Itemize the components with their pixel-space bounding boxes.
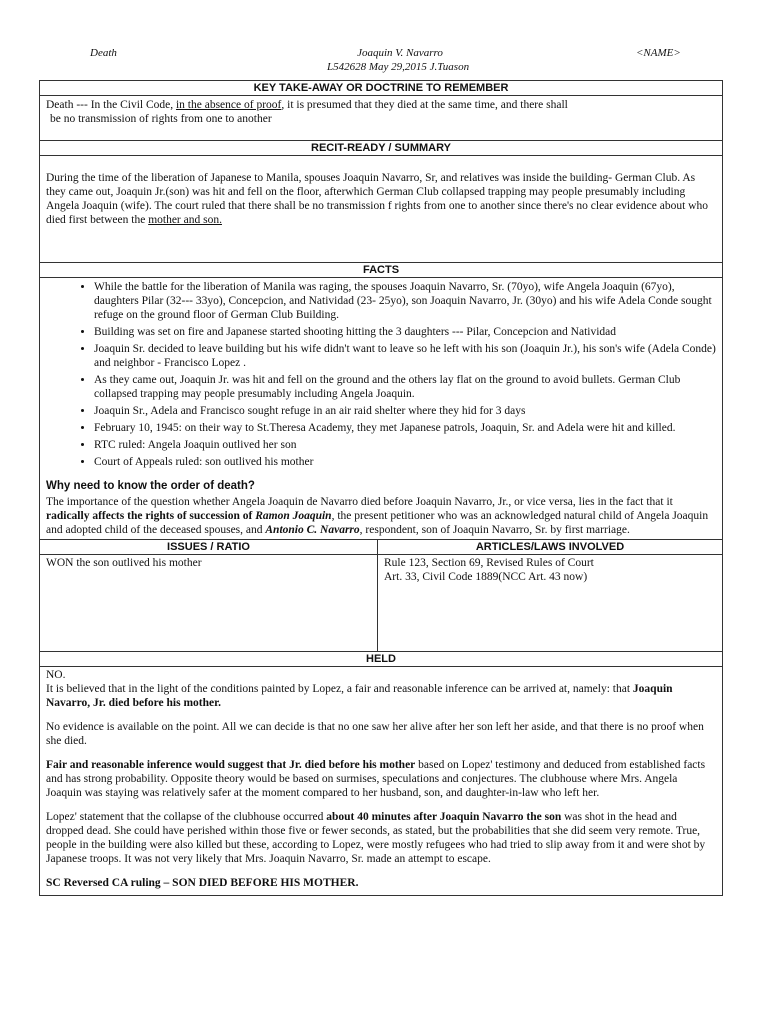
summary-underlined: mother and son. [148,214,222,226]
issues-laws-row [40,540,722,652]
fact-item: • Joaquin Sr. decided to leave building but his wife didn't want to leave so he left with his son (Joaquin Jr.), his son's wife (Adela Conde) and neighbor - Francisco Lopez . [94,342,716,370]
laws-body [378,555,722,651]
issues-column [40,540,378,651]
held-heading: HELD [40,652,722,667]
held-paragraph-2: No evidence is available on the point. All we can decide is that no one saw her alive after her son left her aside, and that there is no proof when she died. [46,721,704,747]
held-text-4a: Lopez' statement that the collapse of the clubhouse occurred [46,811,327,823]
header-name-placeholder: <NAME> [636,47,681,59]
takeaway-heading: KEY TAKE-AWAY OR DOCTRINE TO REMEMBER [40,81,722,96]
fact-item: • While the battle for the liberation of Manila was raging, the spouses Joaquin Navarro, Sr. (70yo), wife Angela Joaquin (67yo), daughters Pilar (32--- 33yo), Concepcion, and Natividad (23- 25yo), son Joaquin Navarro, Jr. (30yo) and his wife Adela Conde sought refuge on the ground floor of German Club Building. [94,280,716,322]
held-section [40,667,722,895]
law-item: Rule 123, Section 69, Revised Rules of Court [384,557,594,569]
fact-item: • Court of Appeals ruled: son outlived his mother [94,455,716,469]
issues-text: WON the son outlived his mother [46,557,202,569]
laws-heading: ARTICLES/LAWS INVOLVED [378,540,722,555]
held-answer: NO. [46,669,66,681]
takeaway-line-1 [46,98,716,112]
why-name-ramon: Ramon Joaquin [255,510,332,522]
held-text-3: based on Lopez' testimony and deduced from established facts and has strong probability. Opposite theory would be based on surmises, speculations and conjectures. The clubhouse where Mrs. Angela Joaquin was staying was relatively safer at the moment compared to her husband, son, and daughter-in-law who left her. [46,759,706,799]
held-conclusion: SC Reversed CA ruling – SON DIED BEFORE HIS MOTHER. [46,877,359,889]
fact-item: • As they came out, Joaquin Jr. was hit and fell on the ground and the others lay flat on the ground to avoid bullets. German Club collapsed trapping may people presumably including Angela Joaquin. [94,373,716,401]
held-bold-1: Joaquin Navarro, Jr. died before his mother. [46,683,673,709]
why-text-3: , respondent, son of Joaquin Navarro, Sr. by first marriage. [359,524,630,536]
why-text-1: The importance of the question whether Angela Joaquin de Navarro died before Joaquin Navarro, Jr., or vice versa, lies in the fact that it [46,496,673,508]
header-topic: Death [90,47,117,59]
takeaway-text-a: Death --- In the Civil Code, [46,99,176,111]
held-text-1: It is believed that in the light of the conditions painted by Lopez, a fair and reasonable inference can be arrived at, namely: that [46,683,633,695]
held-paragraph-1 [46,682,716,710]
fact-item: • February 10, 1945: on their way to St.Theresa Academy, they met Japanese patrols, Joaquin, Sr. and Adela were hit and killed. [94,421,716,435]
summary-section [40,156,722,263]
fact-item: • RTC ruled: Angela Joaquin outlived her son [94,438,716,452]
held-paragraph-4 [46,810,716,866]
why-answer [46,495,716,537]
facts-heading: FACTS [40,263,722,278]
takeaway-underlined: in the absence of proof [175,99,282,111]
held-paragraph-3 [46,758,716,800]
takeaway-text-b: , it is presumed that they died at the same time, and there shall [281,99,568,111]
header-case-citation: L542628 May 29,2015 J.Tuason [327,61,470,73]
facts-list [46,280,716,469]
summary-text: During the time of the liberation of Japanese to Manila, spouses Joaquin Navarro, Sr, and relatives was inside the building- German Club. As they came out, Joaquin Jr.(son) was hit and fell on the floor, afterwhich German Club collapsed trapping may people presumably including Angela Joaquin (wife). The court ruled that there shall be no transmission f rights from one to another since there's no clear evidence about who died first between the [46,172,708,226]
held-bold-3: Fair and reasonable inference would suggest that Jr. died before his mother [46,759,416,771]
laws-column [378,540,722,651]
takeaway-line-2: be no transmission of rights from one to another [50,113,272,125]
fact-item: • Joaquin Sr., Adela and Francisco sought refuge in an air raid shelter where they hid for 3 days [94,404,716,418]
why-bold: radically affects the rights of succession of [46,510,256,522]
summary-paragraph [46,171,716,227]
summary-heading: RECIT-READY / SUMMARY [40,141,722,156]
issues-heading: ISSUES / RATIO [40,540,377,555]
why-text-2: , the present petitioner who was an acknowledged natural child of Angela Joaquin and adopted child of the deceased spouses, and [46,510,709,536]
why-name-antonio: Antonio C. Navarro [265,524,360,536]
law-item: Art. 33, Civil Code 1889(NCC Art. 43 now) [384,571,588,583]
header-case-title: Joaquin V. Navarro [357,47,443,59]
held-bold-4: about 40 minutes after Joaquin Navarro the son [326,811,562,823]
why-question: Why need to know the order of death? [46,480,255,492]
fact-item: • Building was set on fire and Japanese started shooting hitting the 3 daughters --- Pilar, Concepcion and Natividad [94,325,716,339]
held-text-4b: was shot in the head and dropped dead. She could have perished within those five or fewer seconds, as stated, but the probabilities that she did seem very remote. True, people in the building were also killed but these, according to Lopez, were mostly refugees who had tried to slip away from it and were shot by Japanese troops. It was not very likely that Mrs. Joaquin Navarro, Sr. made an attempt to escape. [46,811,706,865]
facts-section [40,278,722,540]
takeaway-section [40,98,722,141]
case-digest-table [39,80,723,896]
